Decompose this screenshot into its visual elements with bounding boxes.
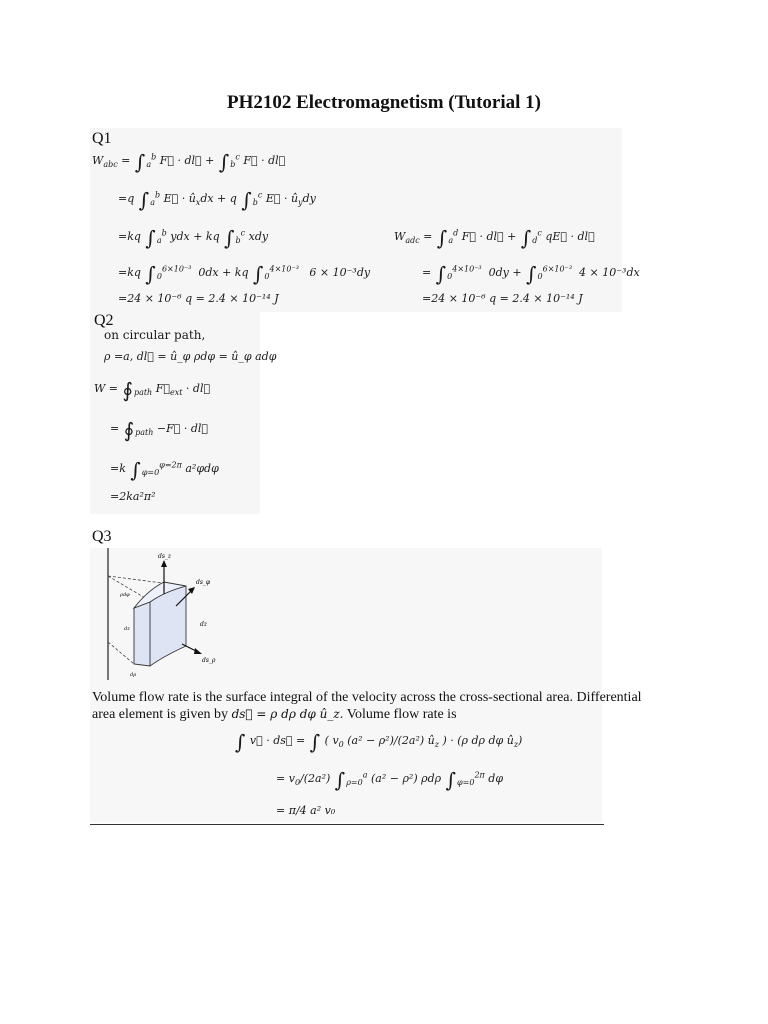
label-ds-phi: ds_φ: [196, 579, 211, 586]
q1-label: Q1: [92, 130, 112, 147]
dashed-radial-bottom: [108, 642, 134, 664]
q3-paragraph-line-2-end: Volume flow rate is: [346, 707, 457, 722]
bottom-rule: [90, 824, 604, 825]
q3-paragraph-math: ds⃗ = ρ dρ dφ û_z.: [231, 707, 344, 721]
page-title: PH2102 Electromagnetism (Tutorial 1): [227, 92, 541, 113]
q2-line-1: ρ =a, dl⃗ = û_φ ρdφ = û_φ adφ: [104, 350, 277, 363]
q2-intro: on circular path,: [104, 328, 206, 342]
ds-rho-arrowhead: [194, 648, 202, 654]
q1-left-line-2: =q $\int_a^b$ E⃗ · $û_xdx + q$ $\int_b^c$ E⃗ · $û_ydy$: [118, 188, 316, 212]
q3-paragraph-line-1: Volume flow rate is the surface integral of the velocity across the cross-sectional area. Differential: [92, 690, 642, 705]
label-rho-dphi: ρdφ: [120, 592, 130, 598]
q2-line-4: =k $\int_{\varphi=0}^{\varphi=2\pi}$ a²φdφ: [110, 458, 219, 482]
q3-line-1: ∫ v⃗ · ds⃗ = ∫ ( $v_0$ (a² − ρ²)/(2a²) $û_z$ ) · (ρ dρ dφ $û_z$): [235, 730, 523, 754]
label-ds-rho: ds_ρ: [202, 657, 216, 664]
q2-line-5: =2ka²π²: [110, 490, 156, 503]
q2-line-2: $W = ∮_{path}$ $F⃗_{ext}$ · dl⃗: [94, 378, 211, 402]
q3-label: Q3: [92, 528, 112, 545]
ds-z-arrowhead: [161, 560, 167, 567]
label-ds-z: ds_z: [158, 553, 172, 560]
q2-scan-region: [90, 312, 260, 514]
q1-left-line-5: =24 × 10⁻⁶ q = 2.4 × 10⁻¹⁴ J: [118, 292, 279, 305]
q1-right-line-2: = $\int_0^{4\times 10^{-3}}$ $0dy + \int_0^{6\times 10^{-3}}$ 4 × 10⁻³dx: [422, 262, 640, 286]
cylinder-sector-figure: [94, 546, 224, 682]
q3-line-3: = π/4 a² v₀: [276, 804, 336, 817]
q1-left-line-4: =kq $\int_0^{6\times 10^{-3}}$ 0dx + kq $\int_0^{4\times 10^{-3}}$ 6 × 10⁻³dy: [118, 262, 371, 286]
q1-left-line-1: $W_{abc} = \int_a^b$ F⃗ · dl⃗ + $\int_b^c$ F⃗ · dl⃗: [92, 150, 286, 174]
sector-body: [134, 586, 186, 666]
q1-left-line-3: =kq $\int_a^b$ ydx + kq $\int_b^c$ xdy: [118, 226, 269, 250]
q3-paragraph-line-2-start: area element is given by: [92, 707, 229, 722]
q1-right-line-1: $W_{adc} = \int_a^d$ F⃗ · dl⃗ + $\int_d^c$ qE⃗ · dl⃗: [394, 226, 595, 250]
q2-label: Q2: [94, 312, 114, 329]
q1-right-line-3: =24 × 10⁻⁶ q = 2.4 × 10⁻¹⁴ J: [422, 292, 583, 305]
q3-line-2: = $v_0/(2a^2)$ $\int_{\rho=0}^a$ (a² − ρ²) ρdρ $\int_{\varphi=0}^{2\pi}$ dφ: [276, 768, 504, 792]
q3-paragraph-line-2: [92, 707, 457, 723]
q2-line-3: = $∮_{path}$ −F⃗ · dl⃗: [110, 418, 209, 442]
label-dz-left: dz: [124, 626, 130, 632]
label-dz-right: dz: [200, 621, 208, 628]
label-d-rho: dρ: [130, 672, 137, 678]
